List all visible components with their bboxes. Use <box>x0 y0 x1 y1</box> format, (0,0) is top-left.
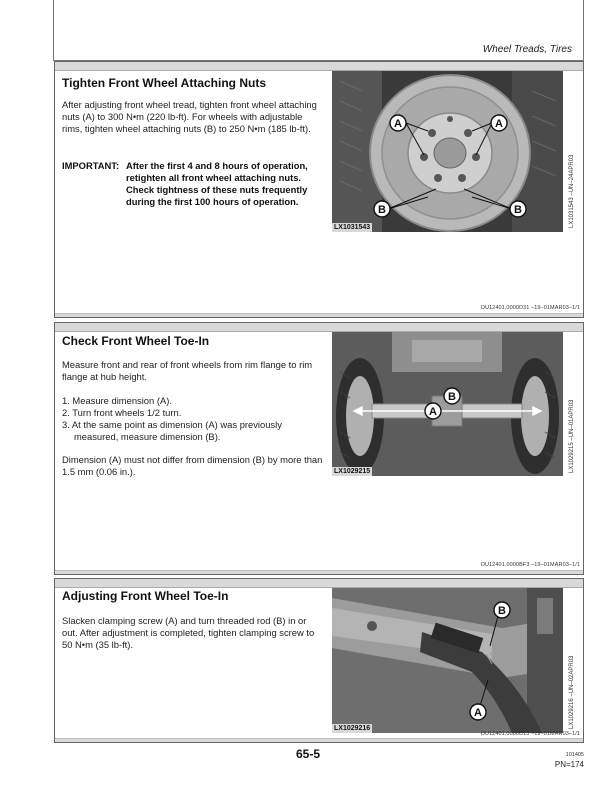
section-tighten-wheel-nuts <box>54 61 584 318</box>
tie-rod-photo <box>332 588 563 733</box>
figure-code: LX1029215 –UN–01APR03 <box>569 399 575 473</box>
figure-code: LX1029216 –UN–02APR03 <box>569 655 575 729</box>
section-band <box>55 62 583 71</box>
section-band-bottom <box>55 738 583 742</box>
reference-code: OU12401,0000D13 –19–01MAR03–1/1 <box>480 731 580 737</box>
axle-photo <box>332 332 563 476</box>
step-item: 2. Turn front wheels 1/2 turn. <box>62 407 182 418</box>
running-head: Wheel Treads, Tires <box>482 44 572 55</box>
reference-code: OU12401,0000D31 –19–01MAR03–1/1 <box>480 305 580 311</box>
section-band-bottom <box>55 570 583 574</box>
step-item: 1. Measure dimension (A). <box>62 395 172 406</box>
section-band <box>55 323 583 332</box>
section-adjust-toe-in <box>54 578 584 743</box>
tie-rod-illustration <box>332 588 563 733</box>
date-code: 101405 <box>565 752 584 758</box>
section-band-bottom <box>55 313 583 317</box>
wheel-illustration <box>332 71 563 232</box>
important-note <box>62 160 324 208</box>
page-frame-right <box>583 0 584 60</box>
section-title: Check Front Wheel Toe-In <box>62 334 210 348</box>
callout-letter: A <box>394 118 402 130</box>
callout-letter: A <box>474 707 482 719</box>
toe-in-tolerance-note: Dimension (A) must not differ from dimension (B) by more than 1.5 mm (0.06 in.). <box>62 454 323 477</box>
callout-letter: B <box>498 605 506 617</box>
step-list <box>62 395 324 443</box>
axle-illustration <box>332 332 563 476</box>
section-body: Measure front and rear of front wheels from rim flange to rim flange at hub height. <box>62 359 313 382</box>
section-body: Slacken clamping screw (A) and turn threaded rod (B) in or out. After adjustment is completed, tighten clamping screw to 50 N•m (35 lb-ft). <box>62 615 315 650</box>
callout-letter: A <box>495 118 503 130</box>
section-body: After adjusting front wheel tread, tighten front wheel attaching nuts (A) to 300 N•m (220 lb-ft). For wheels with adjustable rims, tighten wheel attaching nuts (B) to 250 N•m (185 lb-ft). <box>62 99 317 134</box>
callout-letter: A <box>429 406 437 418</box>
pn-number: PN=174 <box>554 760 584 769</box>
figure-label: LX1029216 <box>334 725 371 732</box>
figure-code: LX1031543 –UN–24APR03 <box>569 154 575 228</box>
figure-label: LX1031543 <box>334 224 371 231</box>
section-title: Adjusting Front Wheel Toe-In <box>62 589 229 603</box>
step-item: 3. At the same point as dimension (A) was previously measured, measure dimension (B). <box>62 419 282 442</box>
wheel-photo <box>332 71 563 232</box>
page-number: 65-5 <box>296 747 321 761</box>
callout-letter: B <box>448 391 456 403</box>
important-text: After the first 4 and 8 hours of operation, retighten all front wheel attaching nuts. Check tightness of these nuts frequently during the first 100 hours of operation. <box>126 160 308 207</box>
figure-label: LX1029215 <box>334 468 371 475</box>
section-title: Tighten Front Wheel Attaching Nuts <box>62 76 266 90</box>
section-band <box>55 579 583 588</box>
page-frame-left <box>53 0 54 60</box>
section-check-toe-in <box>54 322 584 575</box>
callout-letter: B <box>378 204 386 216</box>
callout-letter: B <box>514 204 522 216</box>
reference-code: OU12401,0000BF3 –19–01MAR03–1/1 <box>480 562 580 568</box>
important-label: IMPORTANT: <box>62 160 120 171</box>
